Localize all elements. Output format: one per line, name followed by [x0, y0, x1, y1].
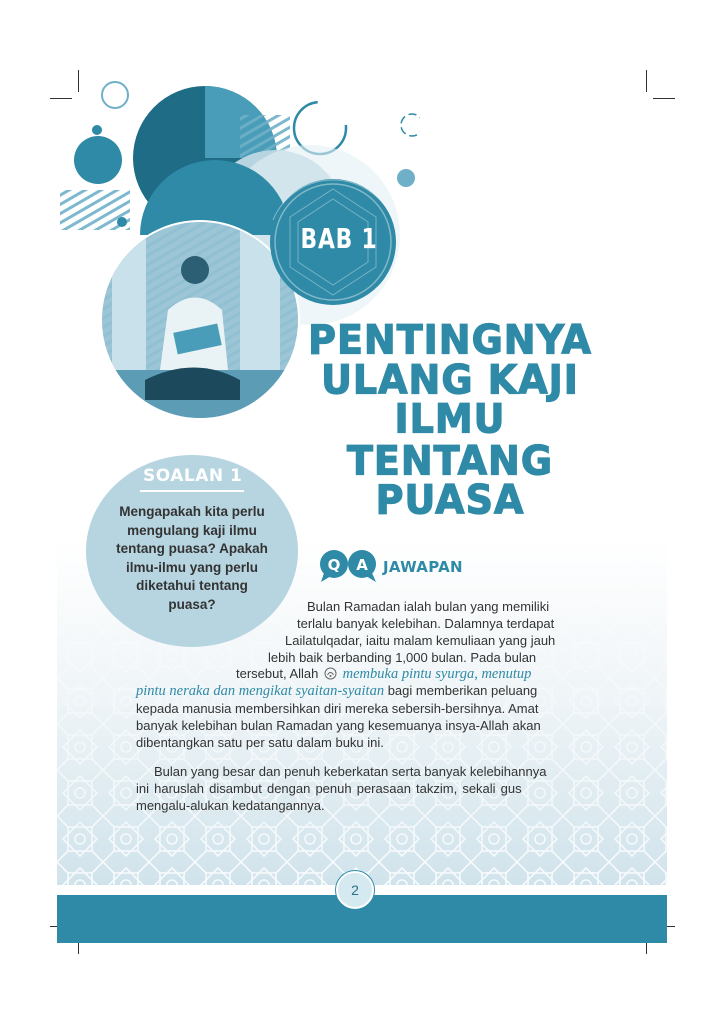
question-line: tentang puasa? Apakah — [116, 541, 268, 556]
answer-label: JAWAPAN — [383, 558, 463, 576]
title-line: ILMU TENTANG — [346, 395, 554, 485]
chapter-label: BAB 1 — [300, 222, 378, 255]
question-line: puasa? — [168, 596, 216, 612]
qa-icon-q: Q — [327, 556, 341, 574]
qa-bubbles-icon — [318, 549, 380, 583]
crop-mark — [646, 70, 647, 92]
title-line: ULANG KAJI — [321, 356, 579, 404]
answer-line: ini haruslah disambut dengan penuh perasaan takzim, sekali gus — [136, 781, 522, 796]
answer-line: banyak kelebihan bulan Ramadan yang kesemuanya insya-Allah akan — [136, 718, 541, 733]
qa-icon-a: A — [356, 556, 368, 574]
question-divider — [140, 490, 244, 492]
answer-line: lebih baik berbanding 1,000 bulan. Pada bulan — [268, 650, 537, 665]
question-text — [100, 503, 284, 614]
answer-line: mengalu-alukan kedatangannya. — [136, 798, 325, 813]
answer-line: dibentangkan satu per satu dalam buku ini. — [136, 735, 384, 750]
highlight-text: membuka pintu syurga, menutup — [342, 666, 532, 682]
page-number: 2 — [336, 871, 374, 909]
answer-line: Bulan Ramadan ialah bulan yang memiliki — [307, 599, 550, 614]
crop-mark — [653, 98, 675, 99]
answer-line: Lailatulqadar, iaitu malam kemuliaan yang jauh — [285, 633, 556, 648]
page-title — [290, 316, 610, 524]
question-tag: SOALAN 1 — [143, 466, 243, 486]
answer-line — [236, 665, 531, 684]
answer-text: bagi memberikan peluang — [384, 683, 538, 698]
answer-text: tersebut, Allah — [236, 666, 319, 681]
question-line: ilmu-ilmu yang perlu — [125, 559, 258, 575]
question-line: mengulang kaji ilmu — [127, 522, 257, 538]
highlight-text: pintu neraka dan mengikat syaitan-syaitan — [136, 683, 385, 699]
answer-line: kepada manusia membersihkan diri mereka sebersih-bersihnya. Amat — [136, 701, 539, 716]
allah-swt-glyph-icon — [324, 667, 337, 680]
title-line: PENTINGNYA — [308, 316, 592, 364]
title-line: PUASA — [375, 476, 525, 524]
answer-line: Bulan yang besar dan penuh keberkatan serta banyak kelebihannya — [154, 764, 547, 779]
question-line: Mengapakah kita perlu — [119, 504, 265, 519]
question-line: diketahui tentang — [136, 578, 248, 593]
answer-line — [136, 682, 537, 701]
answer-line: terlalu banyak kelebihan. Dalamnya terdapat — [297, 616, 555, 631]
